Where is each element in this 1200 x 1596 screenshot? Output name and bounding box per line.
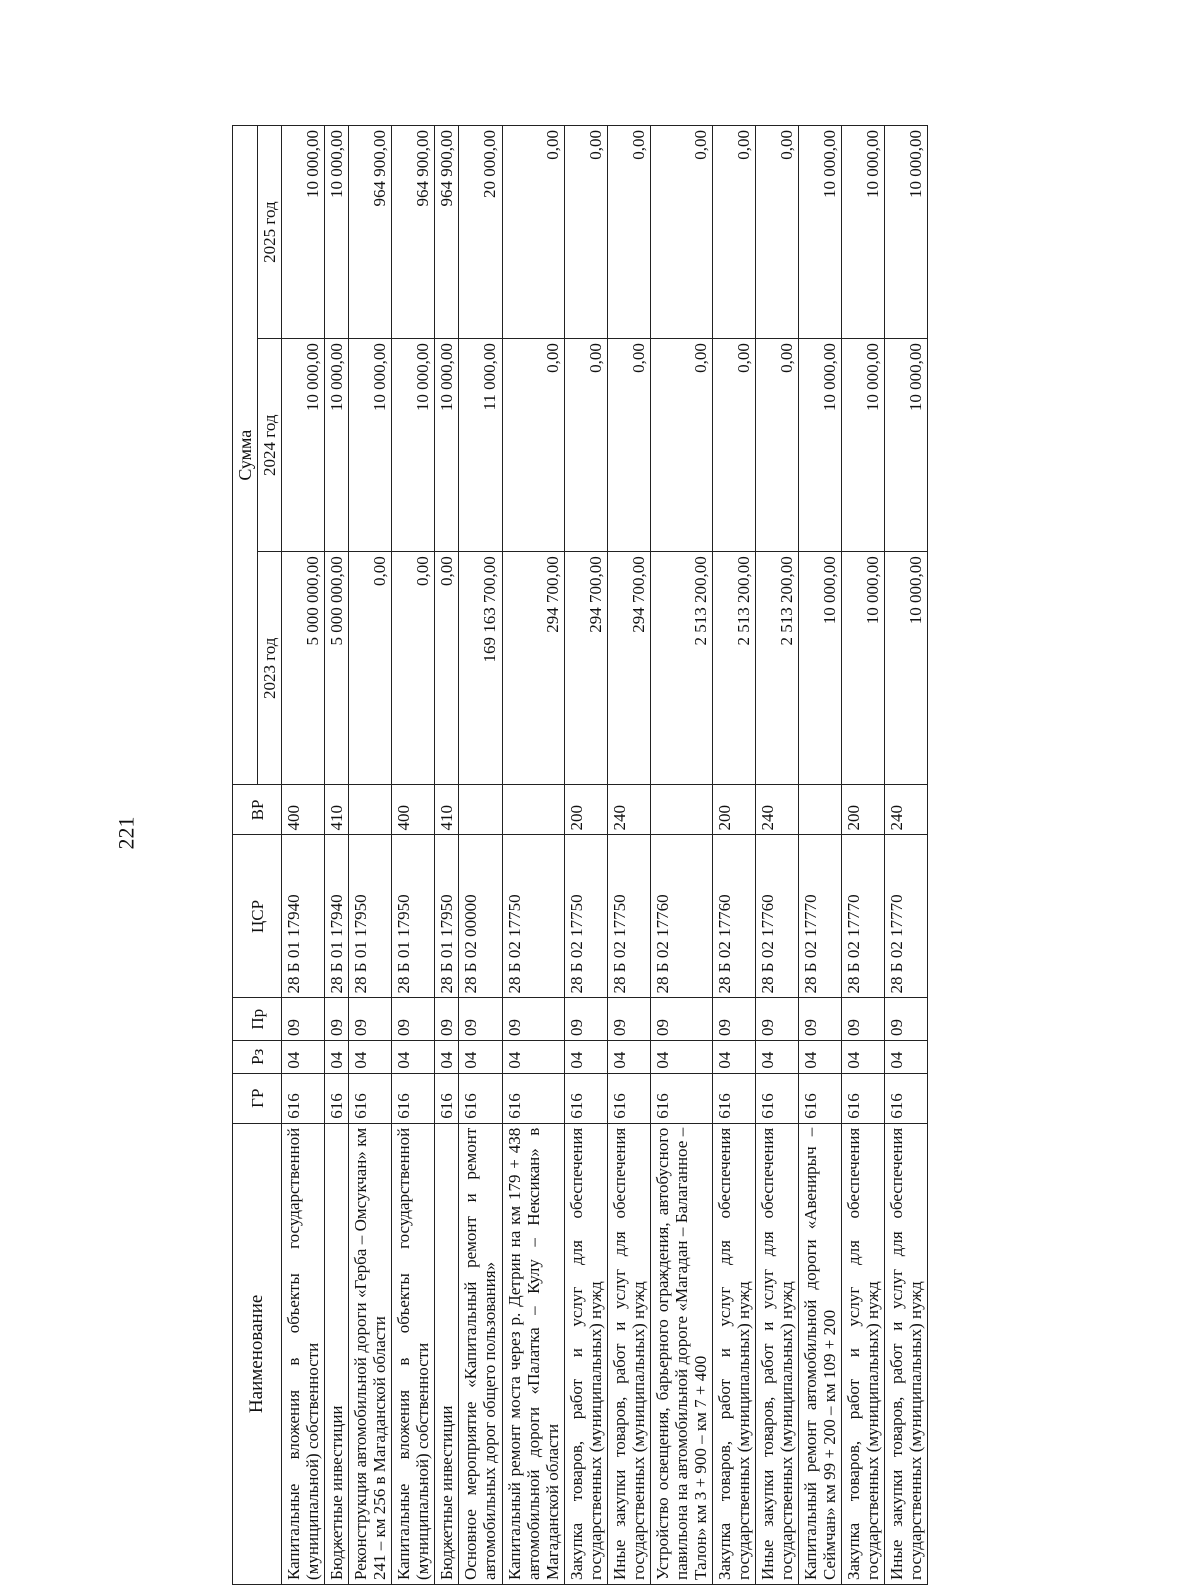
cell-name: Иные закупки товаров, работ и услуг для обеспечения государственных (муниципальных) нужд <box>885 1123 928 1584</box>
cell-name: Капитальный ремонт автомобильной дороги «Авенирыч – Сеймчан» км 99 + 200 – км 109 + 200 <box>798 1123 841 1584</box>
cell-csr: 28 Б 02 17750 <box>564 835 607 998</box>
cell-name: Бюджетные инвестиции <box>435 1123 459 1584</box>
cell-csr: 28 Б 02 00000 <box>459 835 502 998</box>
cell-vr <box>459 785 502 835</box>
cell-2025: 10 000,00 <box>325 126 349 339</box>
header-2025: 2025 год <box>258 126 282 339</box>
cell-2023: 0,00 <box>349 552 392 785</box>
cell-gr: 616 <box>459 1073 502 1123</box>
cell-2025: 964 900,00 <box>392 126 435 339</box>
table-row <box>435 126 459 1585</box>
table-body <box>282 126 928 1585</box>
cell-2025: 0,00 <box>650 126 712 339</box>
cell-rz: 04 <box>349 1041 392 1074</box>
cell-2023: 2 513 200,00 <box>650 552 712 785</box>
cell-vr: 240 <box>607 785 650 835</box>
cell-2025: 0,00 <box>502 126 564 339</box>
cell-vr: 200 <box>712 785 755 835</box>
cell-2024: 10 000,00 <box>435 339 459 552</box>
cell-2024: 0,00 <box>755 339 798 552</box>
cell-name: Капитальные вложения в объекты государственной (муниципальной) собственности <box>392 1123 435 1584</box>
cell-rz: 04 <box>502 1041 564 1074</box>
cell-2024: 10 000,00 <box>349 339 392 552</box>
cell-2024: 10 000,00 <box>842 339 885 552</box>
cell-2024: 10 000,00 <box>798 339 841 552</box>
cell-rz: 04 <box>435 1041 459 1074</box>
table-row <box>282 126 325 1585</box>
header-csr: ЦСР <box>233 835 282 998</box>
cell-rz: 04 <box>885 1041 928 1074</box>
table-row <box>564 126 607 1585</box>
cell-name: Закупка товаров, работ и услуг для обеспечения государственных (муниципальных) нужд <box>842 1123 885 1584</box>
table-row <box>842 126 885 1585</box>
cell-2024: 10 000,00 <box>392 339 435 552</box>
cell-2025: 10 000,00 <box>885 126 928 339</box>
cell-name: Бюджетные инвестиции <box>325 1123 349 1584</box>
cell-2024: 10 000,00 <box>282 339 325 552</box>
cell-gr: 616 <box>712 1073 755 1123</box>
cell-2023: 294 700,00 <box>607 552 650 785</box>
cell-name: Закупка товаров, работ и услуг для обеспечения государственных (муниципальных) нужд <box>712 1123 755 1584</box>
cell-gr: 616 <box>885 1073 928 1123</box>
cell-vr <box>349 785 392 835</box>
cell-csr: 28 Б 01 17950 <box>435 835 459 998</box>
cell-csr: 28 Б 01 17940 <box>282 835 325 998</box>
table-row <box>349 126 392 1585</box>
table-row <box>885 126 928 1585</box>
cell-name: Закупка товаров, работ и услуг для обеспечения государственных (муниципальных) нужд <box>564 1123 607 1584</box>
cell-rz: 04 <box>607 1041 650 1074</box>
cell-gr: 616 <box>282 1073 325 1123</box>
table-row <box>755 126 798 1585</box>
cell-rz: 04 <box>325 1041 349 1074</box>
cell-gr: 616 <box>502 1073 564 1123</box>
cell-gr: 616 <box>798 1073 841 1123</box>
budget-table-wrapper <box>232 125 1062 1585</box>
table-row <box>325 126 349 1585</box>
cell-2025: 964 900,00 <box>435 126 459 339</box>
cell-2023: 5 000 000,00 <box>325 552 349 785</box>
cell-gr: 616 <box>349 1073 392 1123</box>
cell-rz: 04 <box>392 1041 435 1074</box>
cell-gr: 616 <box>435 1073 459 1123</box>
cell-csr: 28 Б 02 17770 <box>885 835 928 998</box>
cell-2024: 0,00 <box>564 339 607 552</box>
cell-2024: 0,00 <box>712 339 755 552</box>
cell-csr: 28 Б 01 17950 <box>392 835 435 998</box>
cell-name: Иные закупки товаров, работ и услуг для обеспечения государственных (муниципальных) нужд <box>607 1123 650 1584</box>
cell-vr: 410 <box>435 785 459 835</box>
cell-csr: 28 Б 01 17940 <box>325 835 349 998</box>
header-gr: ГР <box>233 1073 282 1123</box>
cell-2024: 10 000,00 <box>885 339 928 552</box>
cell-csr: 28 Б 02 17750 <box>502 835 564 998</box>
header-2024: 2024 год <box>258 339 282 552</box>
cell-pr: 09 <box>885 998 928 1041</box>
cell-2023: 10 000,00 <box>885 552 928 785</box>
table-header <box>233 126 282 1585</box>
cell-gr: 616 <box>607 1073 650 1123</box>
cell-vr: 240 <box>885 785 928 835</box>
cell-2023: 169 163 700,00 <box>459 552 502 785</box>
cell-pr: 09 <box>502 998 564 1041</box>
cell-rz: 04 <box>459 1041 502 1074</box>
cell-2025: 0,00 <box>607 126 650 339</box>
cell-vr: 200 <box>564 785 607 835</box>
cell-2023: 2 513 200,00 <box>755 552 798 785</box>
cell-2025: 10 000,00 <box>842 126 885 339</box>
cell-gr: 616 <box>325 1073 349 1123</box>
cell-vr: 410 <box>325 785 349 835</box>
table-row <box>459 126 502 1585</box>
cell-rz: 04 <box>755 1041 798 1074</box>
rotated-table-frame <box>232 125 1062 1585</box>
cell-rz: 04 <box>564 1041 607 1074</box>
cell-2023: 10 000,00 <box>842 552 885 785</box>
cell-name: Иные закупки товаров, работ и услуг для обеспечения государственных (муниципальных) нужд <box>755 1123 798 1584</box>
cell-rz: 04 <box>798 1041 841 1074</box>
cell-2023: 0,00 <box>435 552 459 785</box>
cell-2024: 0,00 <box>607 339 650 552</box>
cell-name: Реконструкция автомобильной дороги «Герба – Омсукчан» км 241 – км 256 в Магаданской области <box>349 1123 392 1584</box>
cell-2024: 0,00 <box>502 339 564 552</box>
cell-rz: 04 <box>282 1041 325 1074</box>
cell-csr: 28 Б 01 17950 <box>349 835 392 998</box>
table-row <box>712 126 755 1585</box>
cell-csr: 28 Б 02 17760 <box>650 835 712 998</box>
table-row <box>502 126 564 1585</box>
header-rz: Рз <box>233 1041 282 1074</box>
cell-pr: 09 <box>842 998 885 1041</box>
cell-2025: 0,00 <box>755 126 798 339</box>
cell-2023: 294 700,00 <box>564 552 607 785</box>
page-number: 221 <box>113 816 139 850</box>
cell-vr <box>798 785 841 835</box>
cell-name: Капитальный ремонт моста через р. Детрин на км 179 + 438 автомобильной дороги «Палатка – Кулу – Нексикан» в Магаданской области <box>502 1123 564 1584</box>
header-2023: 2023 год <box>258 552 282 785</box>
header-sum: Сумма <box>233 126 258 785</box>
cell-2023: 2 513 200,00 <box>712 552 755 785</box>
cell-pr: 09 <box>325 998 349 1041</box>
cell-pr: 09 <box>607 998 650 1041</box>
cell-pr: 09 <box>392 998 435 1041</box>
cell-vr: 240 <box>755 785 798 835</box>
cell-2025: 10 000,00 <box>798 126 841 339</box>
header-name: Наименование <box>233 1123 282 1584</box>
cell-csr: 28 Б 02 17770 <box>798 835 841 998</box>
cell-name: Капитальные вложения в объекты государственной (муниципальной) собственности <box>282 1123 325 1584</box>
cell-rz: 04 <box>650 1041 712 1074</box>
cell-gr: 616 <box>755 1073 798 1123</box>
cell-2025: 0,00 <box>712 126 755 339</box>
cell-gr: 616 <box>650 1073 712 1123</box>
cell-pr: 09 <box>755 998 798 1041</box>
cell-gr: 616 <box>392 1073 435 1123</box>
budget-table <box>232 125 928 1585</box>
cell-csr: 28 Б 02 17760 <box>755 835 798 998</box>
cell-vr: 400 <box>392 785 435 835</box>
table-row <box>392 126 435 1585</box>
cell-rz: 04 <box>842 1041 885 1074</box>
cell-name: Основное мероприятие «Капитальный ремонт и ремонт автомобильных дорог общего пользования» <box>459 1123 502 1584</box>
cell-pr: 09 <box>798 998 841 1041</box>
cell-pr: 09 <box>650 998 712 1041</box>
cell-vr <box>502 785 564 835</box>
cell-2024: 10 000,00 <box>325 339 349 552</box>
cell-pr: 09 <box>282 998 325 1041</box>
cell-2024: 0,00 <box>650 339 712 552</box>
cell-csr: 28 Б 02 17770 <box>842 835 885 998</box>
cell-2023: 5 000 000,00 <box>282 552 325 785</box>
cell-pr: 09 <box>435 998 459 1041</box>
cell-vr: 200 <box>842 785 885 835</box>
cell-2024: 11 000,00 <box>459 339 502 552</box>
cell-name: Устройство освещения, барьерного ограждения, автобусного павильона на автомобильной дороге «Магадан – Балаганное – Талон» км 3 + 900 – км 7 + 400 <box>650 1123 712 1584</box>
cell-2023: 10 000,00 <box>798 552 841 785</box>
cell-gr: 616 <box>842 1073 885 1123</box>
header-pr: Пр <box>233 998 282 1041</box>
cell-pr: 09 <box>564 998 607 1041</box>
cell-csr: 28 Б 02 17760 <box>712 835 755 998</box>
cell-rz: 04 <box>712 1041 755 1074</box>
table-row <box>798 126 841 1585</box>
cell-vr: 400 <box>282 785 325 835</box>
cell-2023: 0,00 <box>392 552 435 785</box>
cell-pr: 09 <box>459 998 502 1041</box>
header-vr: ВР <box>233 785 282 835</box>
cell-2025: 10 000,00 <box>282 126 325 339</box>
cell-vr <box>650 785 712 835</box>
table-row <box>607 126 650 1585</box>
cell-csr: 28 Б 02 17750 <box>607 835 650 998</box>
table-row <box>650 126 712 1585</box>
cell-pr: 09 <box>349 998 392 1041</box>
cell-gr: 616 <box>564 1073 607 1123</box>
cell-pr: 09 <box>712 998 755 1041</box>
cell-2025: 964 900,00 <box>349 126 392 339</box>
cell-2025: 0,00 <box>564 126 607 339</box>
cell-2023: 294 700,00 <box>502 552 564 785</box>
cell-2025: 20 000,00 <box>459 126 502 339</box>
